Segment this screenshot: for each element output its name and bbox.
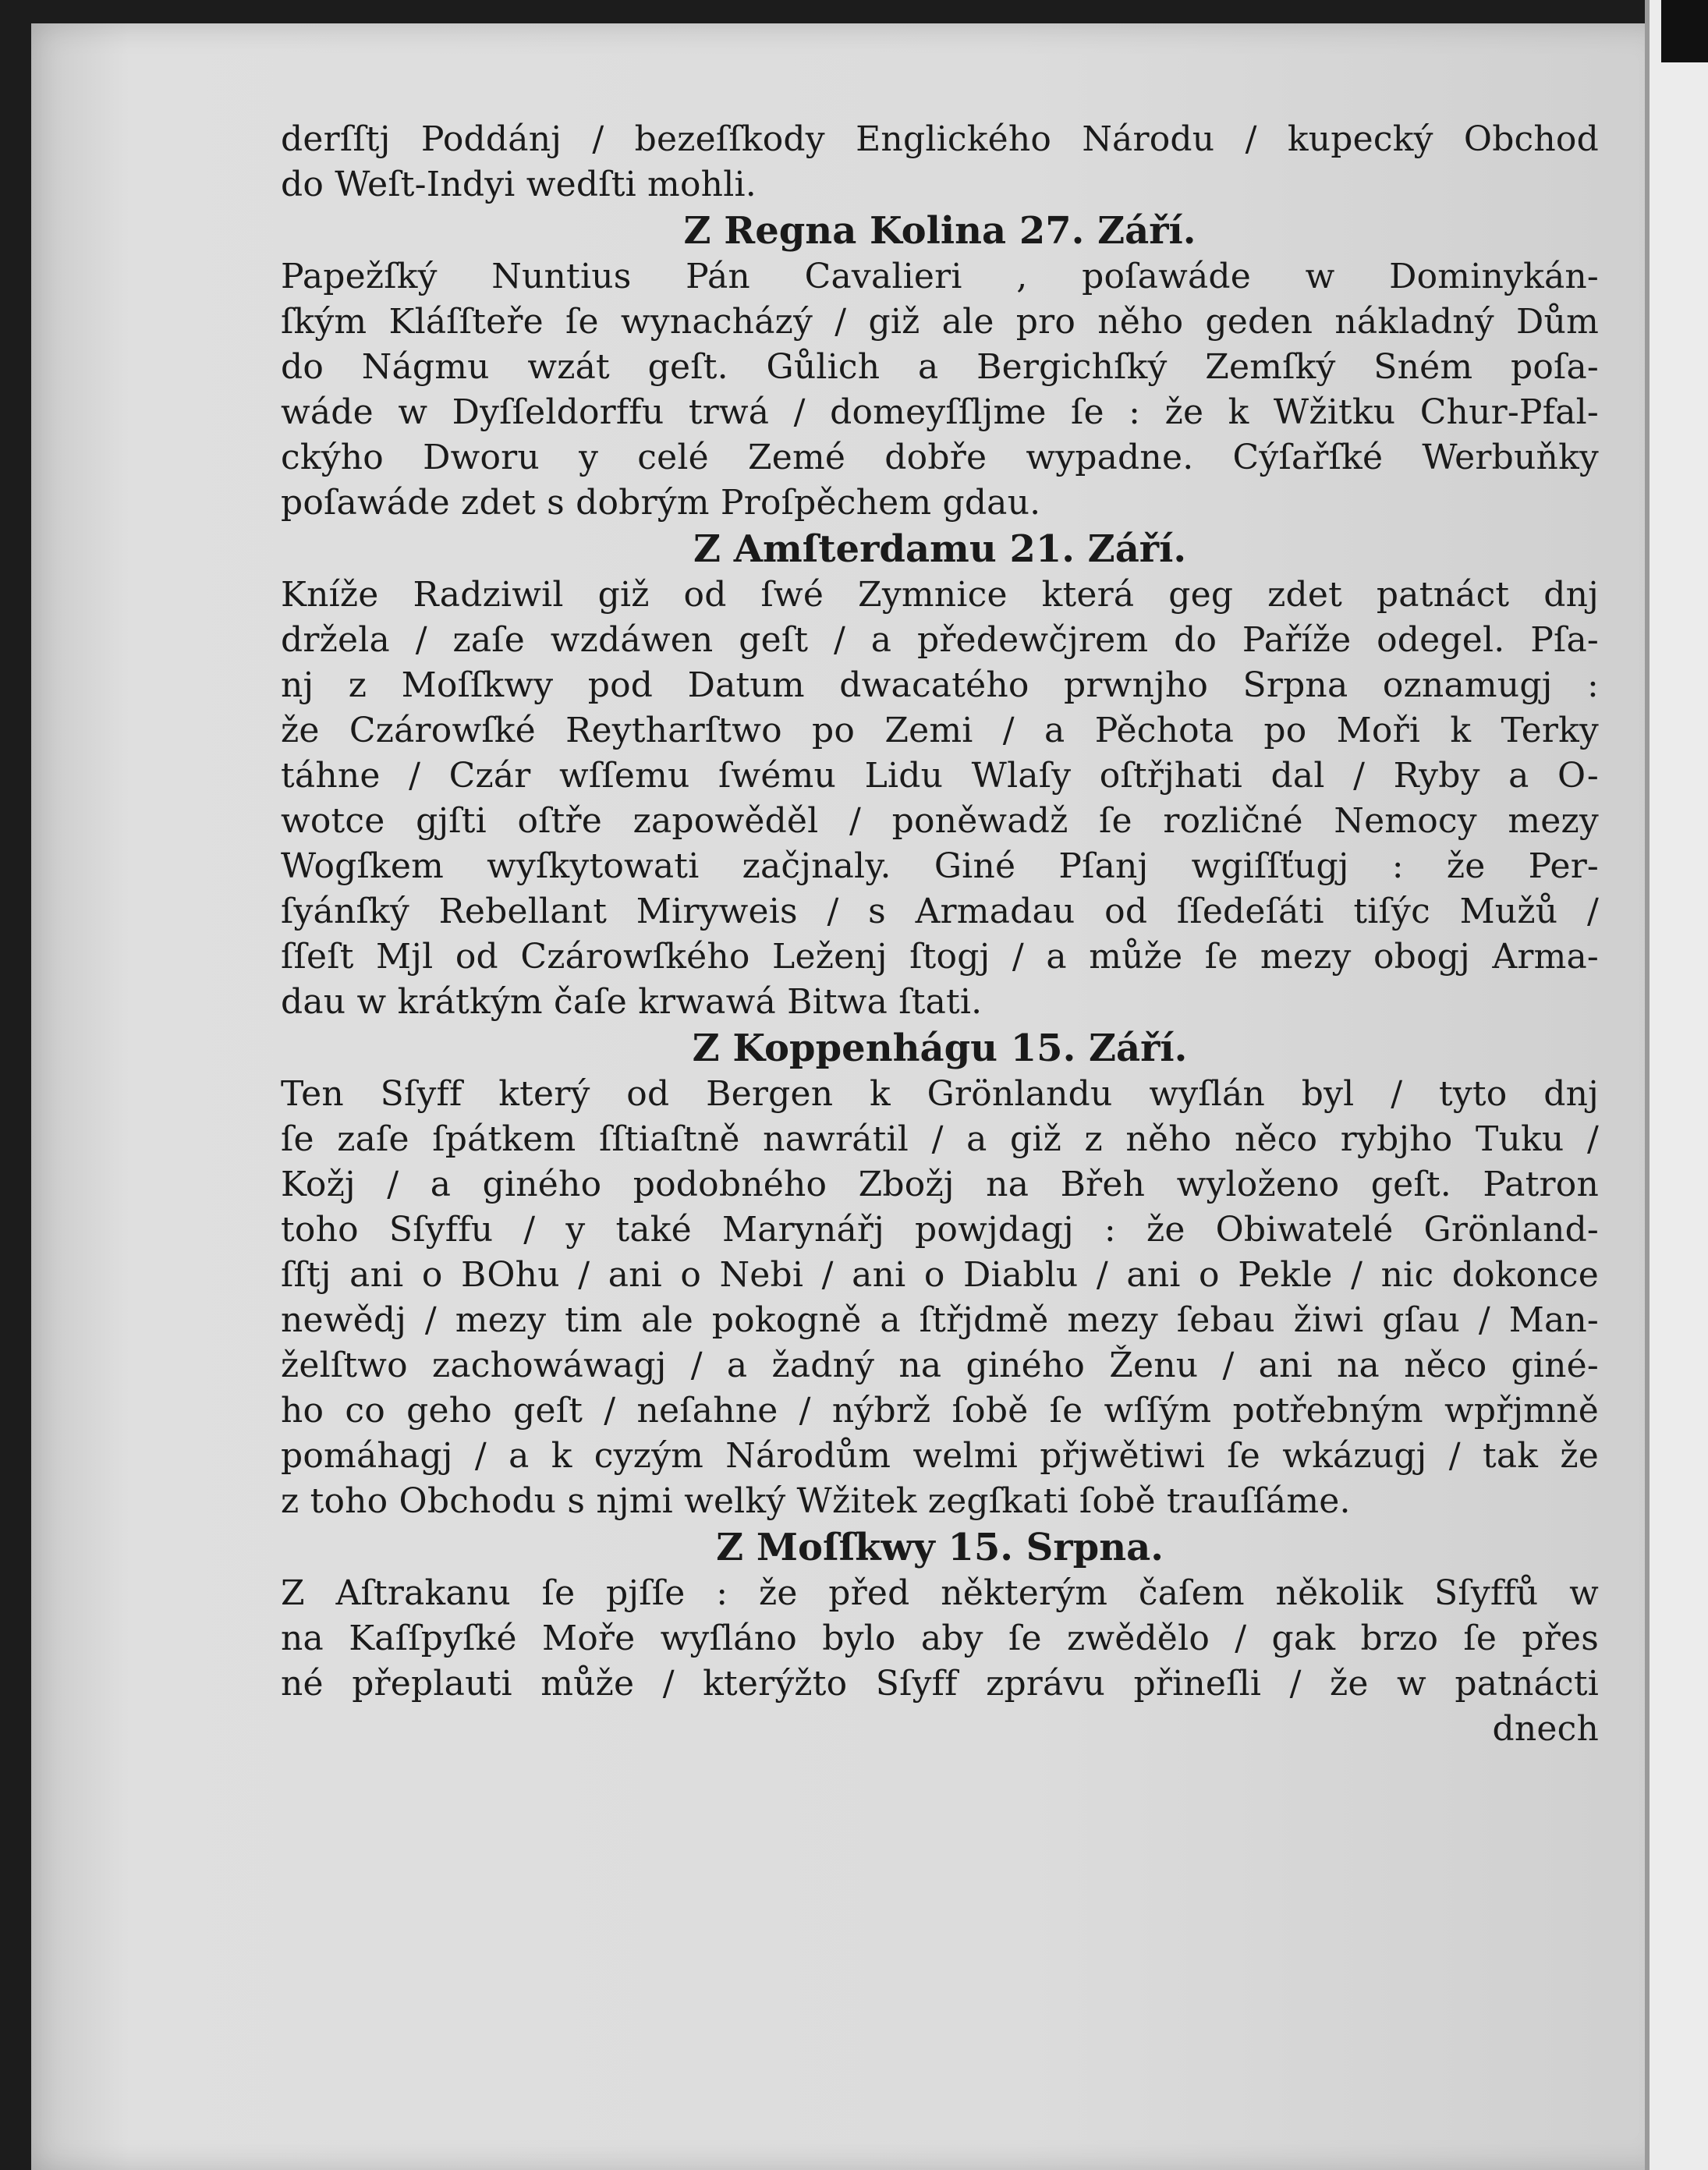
text-line: držela / zaſe wzdáwen geſt / a předewčjrem do Paříže odegel. Pſa- (281, 620, 1599, 660)
text-line: ſyánſký Rebellant Miryweis / s Armadau od ſſedeſáti tiſýc Mužů / (281, 892, 1599, 931)
text-line: do Weſt-Indyi wedſti mohli. (281, 165, 757, 204)
text-line: Papežſký Nuntius Pán Cavalieri , poſawáde w Dominykán- (281, 257, 1599, 296)
text-line: nj z Moſſkwy pod Datum dwacatého prwnjho Srpna oznamugj : (281, 665, 1599, 705)
text-body (281, 117, 1599, 1752)
text-line: newědj / mezy tim ale pokogně a ſtřjdmě mezy ſebau žiwi gſau / Man- (281, 1300, 1599, 1340)
text-line: Kníže Radziwil giž od ſwé Zymnice která geg zdet patnáct dnj (281, 575, 1599, 615)
text-line: do Nágmu wzát geſt. Gůlich a Bergichſký Zemſký Sném poſa- (281, 347, 1599, 387)
section-heading: Z Amſterdamu 21. Září. (693, 527, 1187, 571)
section-heading: Z Moſſkwy 15. Srpna. (716, 1526, 1164, 1569)
text-line: Kožj / a giného podobného Zbožj na Břeh wyloženo geſt. Patron (281, 1165, 1599, 1204)
text-line: pomáhagj / a k cyzým Národům welmi přjwětiwi ſe wkázugj / tak že (281, 1436, 1599, 1476)
text-line: toho Sſyffu / y také Marynářj powjdagj : že Obiwatelé Grönland- (281, 1210, 1599, 1250)
text-line: Wogſkem wyſkytowati začjnaly. Giné Pſanj wgiſſťugj : že Per- (281, 846, 1599, 886)
text-line: ſe zaſe ſpátkem ſſtiaſtně nawrátil / a giž z něho něco rybjho Tuku / (281, 1119, 1599, 1159)
text-line: poſawáde zdet s dobrým Proſpěchem gdau. (281, 483, 1041, 523)
text-line: že Czárowſké Reytharſtwo po Zemi / a Pěchota po Moři k Terky (281, 711, 1599, 750)
section-heading: Z Regna Kolina 27. Září. (683, 209, 1196, 253)
text-line: ho co geho geſt / neſahne / nýbrž ſobě ſe wſſým potřebným wpřjmně (281, 1391, 1599, 1431)
text-line: Ten Sſyff který od Bergen k Grönlandu wyſlán byl / tyto dnj (281, 1074, 1599, 1114)
text-line: dau w krátkým čaſe krwawá Bitwa ſtati. (281, 982, 983, 1022)
right-page-edge (1645, 0, 1708, 2170)
text-line: ſſeſt Mjl od Czárowſkého Leženj ſtogj / a může ſe mezy obogj Arma- (281, 937, 1599, 977)
text-line: ckýho Dworu y celé Zemé dobře wypadne. Cýſařſké Werbuňky (281, 438, 1599, 477)
section-heading: Z Koppenhágu 15. Září. (692, 1026, 1188, 1070)
text-line: derſſtj Poddánj / bezeſſkody Englického Národu / kupecký Obchod (281, 119, 1599, 159)
text-line: táhne / Czár wſſemu ſwému Lidu Wlaſy oſtřjhati dal / Ryby a O- (281, 756, 1599, 796)
text-line: na Kaſſpyſké Moře wyſláno bylo aby ſe zwědělo / gak brzo ſe přes (281, 1619, 1599, 1658)
text-line: ſkým Kláſſteře ſe wynacházý / giž ale pro něho geden nákladný Dům (281, 302, 1599, 342)
text-line: želſtwo zachowáwagj / a žadný na giného Ženu / ani na něco giné- (281, 1346, 1599, 1385)
scanner-shadow (1661, 0, 1708, 62)
catchword: dnech (1492, 1709, 1599, 1749)
text-line: ſſtj ani o BOhu / ani o Nebi / ani o Diablu / ani o Pekle / nic dokonce (281, 1255, 1599, 1295)
text-line: né přeplauti může / kterýžto Sſyff zprávu přineſli / že w patnácti (281, 1664, 1599, 1704)
text-line: wáde w Dyſſeldorffu trwá / domeyſſljme ſe : že k Wžitku Chur-Pfal- (281, 392, 1599, 432)
text-line: wotce gjſti oſtře zapowěděl / poněwadž ſe rozličné Nemocy mezy (281, 801, 1599, 841)
text-line: Z Aſtrakanu ſe pjſſe : že před některým čaſem několik Sſyffů w (281, 1573, 1599, 1613)
text-line: z toho Obchodu s njmi welký Wžitek zegſkati ſobě trauſſáme. (281, 1481, 1351, 1521)
